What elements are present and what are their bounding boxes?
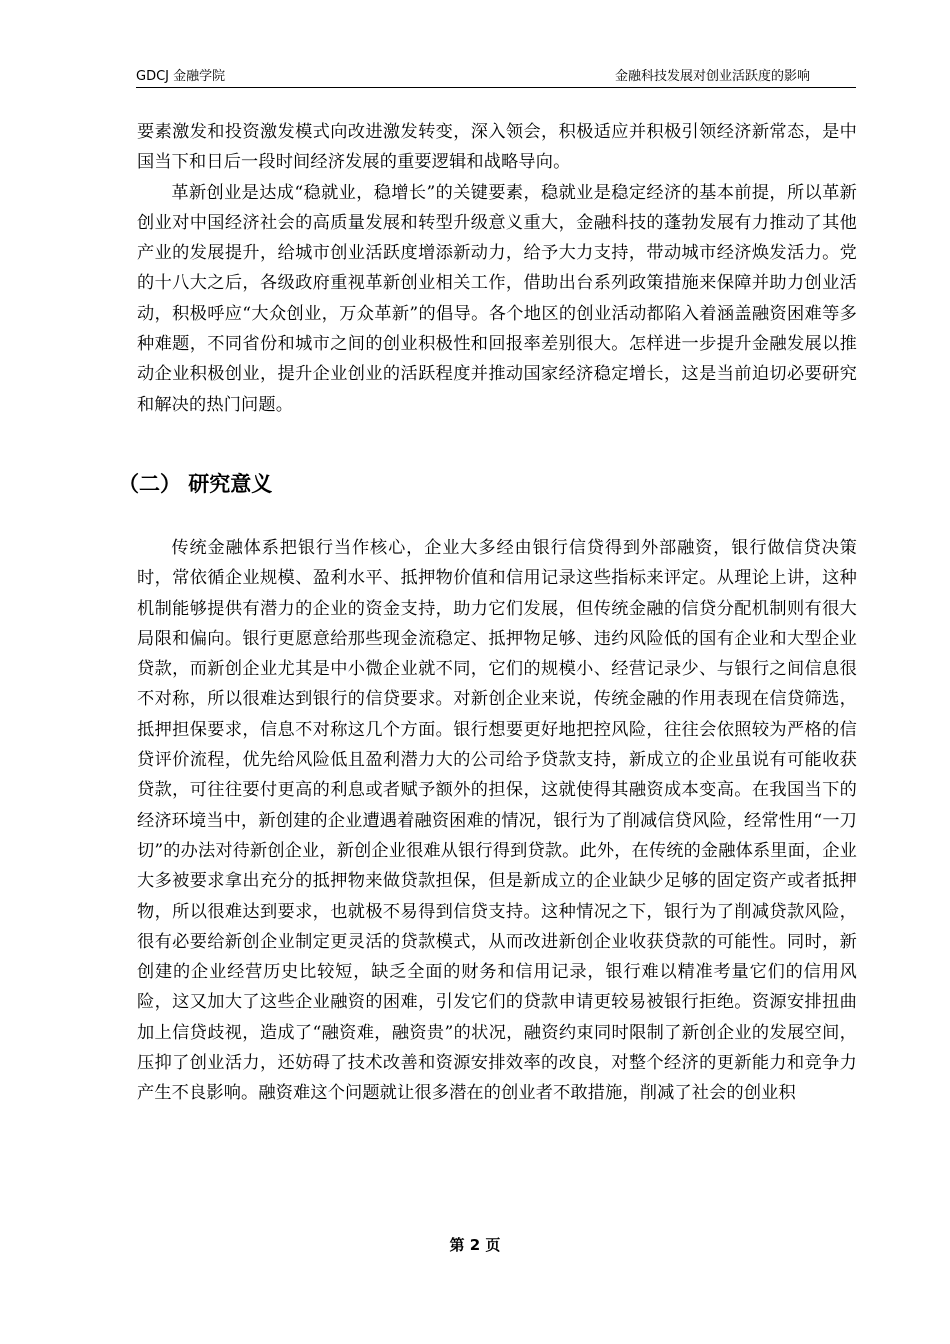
section-heading: （二） 研究意义 <box>118 472 273 496</box>
paragraph-continued: 要素激发和投资激发模式向改进激发转变，深入领会，积极适应并积极引领经济新常态，是中国当下和日后一段时间经济发展的重要逻辑和战略导向。 <box>137 122 857 173</box>
header-title: 金融科技发展对创业活跃度的影响 <box>614 69 810 84</box>
paragraph-innovation: 革新创业是达成“稳就业，稳增长”的关键要素，稳就业是稳定经济的基本前提，所以革新创业对中国经济社会的高质量发展和转型升级意义重大，金融科技的蓬勃发展有力推动了其他产业的发展提升，给城市创业活跃度增添新动力，给予大力支持，带动城市经济焕发活力。党的十八大之后，各级政府重视革新创业相关工作，借助出台系列政策措施来保障并助力创业活动，积极呼应“大众创业，万众革新”的倡导。各个地区的创业活动都陷入着涵盖融资困难等多种难题，不同省份和城市之间的创业积极性和回报率差别很大。怎样进一步提升金融发展以推动企业积极创业，提升企业创业的活跃程度并推动国家经济稳定增长，这是当前迫切必要研究和解决的热门问题。 <box>137 182 857 415</box>
page-number: 第 2 页 <box>449 1236 501 1254</box>
page-header <box>136 69 856 88</box>
body-text-top <box>137 117 857 420</box>
header-institution: GDCJ 金融学院 <box>136 69 226 84</box>
body-text-main <box>137 533 857 1109</box>
paragraph-traditional-finance: 传统金融体系把银行当作核心，企业大多经由银行信贷得到外部融资，银行做信贷决策时，常依循企业规模、盈利水平、抵押物价值和信用记录这些指标来评定。从理论上讲，这种机制能够提供有潜力的企业的资金支持，助力它们发展，但传统金融的信贷分配机制则有很大局限和偏向。银行更愿意给那些现金流稳定、抵押物足够、违约风险低的国有企业和大型企业贷款，而新创企业尤其是中小微企业就不同，它们的规模小、经营记录少、与银行之间信息很不对称，所以很难达到银行的信贷要求。对新创企业来说，传统金融的作用表现在信贷筛选，抵押担保要求，信息不对称这几个方面。银行想要更好地把控风险，往往会依照较为严格的信贷评价流程，优先给风险低且盈利潜力大的公司给予贷款支持，新成立的企业虽说有可能收获贷款，可往往要付更高的利息或者赋予额外的担保，这就使得其融资成本变高。在我国当下的经济环境当中，新创建的企业遭遇着融资困难的情况，银行为了削减信贷风险，经常性用“一刀切”的办法对待新创企业，新创企业很难从银行得到贷款。此外，在传统的金融体系里面，企业大多被要求拿出充分的抵押物来做贷款担保，但是新成立的企业缺少足够的固定资产或者抵押物，所以很难达到要求，也就极不易得到信贷支持。这种情况之下，银行为了削减贷款风险，很有必要给新创企业制定更灵活的贷款模式，从而改进新创企业收获贷款的可能性。同时，新创建的企业经营历史比较短，缺乏全面的财务和信用记录，银行难以精准考量它们的信用风险，这又加大了这些企业融资的困难，引发它们的贷款申请更较易被银行拒绝。资源安排扭曲加上信贷歧视，造成了“融资难，融资贵”的状况，融资约束同时限制了新创企业的发展空间，压抑了创业活力，还妨碍了技术改善和资源安排效率的改良，对整个经济的更新能力和竞争力产生不良影响。融资难这个问题就让很多潜在的创业者不敢措施，削减了社会的创业积 <box>137 538 857 1104</box>
